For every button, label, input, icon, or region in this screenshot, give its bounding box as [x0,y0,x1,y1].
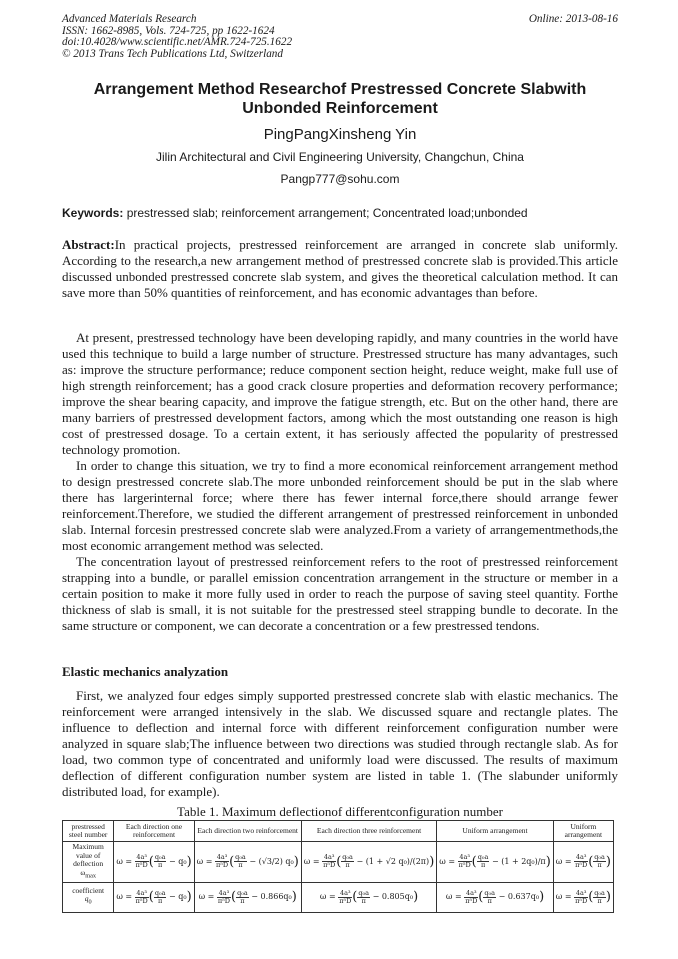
issn-line: ISSN: 1662-8985, Vols. 724-725, pp 1622-1624 [62,24,275,37]
formula: ω = $\frac{\text{4a³}}{\text{π⁵D}}$ ( $\frac{\text{q₀a}}{\pi}$ ) [555,888,611,905]
formula-tail: − 0.866q₀ [251,892,292,901]
table-header-cell: Each direction two reinforcement [194,821,301,842]
formula-tail: − q₀ [169,856,187,866]
formula-tail: − (1 + 2q₀)/π [491,856,546,866]
formula-cell [553,842,613,883]
formula-tail: − (√3/2) q₀ [249,856,294,866]
formula-cell [114,842,194,883]
paragraph: First, we analyzed four edges simply supported prestressed concrete slab with elastic mechanics. The reinforcement were arranged intensively in the slab. We discussed square and rectangle plates. The influence to deflection and internal force with different reinforcement configuration number were analyzed in square slab;The influence between two directions was studied through rectangle slab. As for load, two common type of concentrated and uniformly load were discussed. The results of maximum deflection of different configuration number system are listed in table 1. (The slabunder uniformly distributed load, for example). [62,688,618,799]
formula-cell [301,882,436,912]
row-label-cell [63,882,114,912]
affiliation: Jilin Architectural and Civil Engineering University, Changchun, China [156,150,524,164]
table-row [63,882,614,912]
table-header-cell: prestressed steel number [63,821,114,842]
row-label-subscript: max [85,872,97,879]
journal-name: Advanced Materials Research [62,13,197,25]
table-header-cell: Uniform arrangement [437,821,554,842]
formula-cell [114,882,194,912]
paragraph: At present, prestressed technology have been developing rapidly, and many countries in the world have used this technique to build a large number of structure. Prestressed structure has many advantages, such as: improve the structure performance; reduce component section height, reduce weight, make full use of high strength reinforcement; has a good crack closure properties and deformation recovery performance; improve the shear bearing capacity, and improve the fatigue strength, etc. But on the other hand, there are many barriers of prestressed development factors, among which the most outstanding one reason is high cost of prestressed dosage. To a certain extent, it has seriously affected the popularity of prestressed technology promotion. [62,330,618,457]
formula-cell [437,842,554,883]
abstract-label: Abstract: [62,237,115,252]
section-body [62,688,618,800]
table-header-row [63,821,614,842]
journal-header [62,14,618,60]
formula: ω = $\frac{\text{4a³}}{\text{π⁵D}}$ ( $\frac{\text{q₀a}}{\pi}$ − (√3/2) q₀) [196,853,299,870]
formula-tail: − (1 + √2 q₀)/(2π) [356,856,430,866]
intro-paragraphs [62,330,618,634]
formula-cell [437,882,554,912]
paragraph: In order to change this situation, we try to find a more economical reinforcement arrangement method to design prestressed concrete slab.The more unbonded reinforcement should be put in the slab where there has largerinternal force; where there has fewer internal force,there should arrange fewer reinforcement.Therefore, we studied the different arrangement of prestressed reinforcement in unbonded slab. Internal forcesin prestressed concrete slab were analyzed.From a variety of arrangementmethods,the most economic arrangement method was selected. [62,458,618,553]
formula-cell [553,882,613,912]
paper-title [62,80,618,118]
doi-line: doi:10.4028/www.scientific.net/AMR.724-725.1622 [62,36,293,49]
formula-tail: − 0.637q₀ [498,892,540,901]
formula: ω = $\frac{\text{4a³}}{\text{π⁵D}}$ ( $\frac{\text{q₀a}}{\pi}$ − 0.866q₀) [198,888,297,905]
row-label-symbol: q [84,894,89,904]
formula: ω = $\frac{\text{4a³}}{\text{π⁵D}}$ ( $\frac{\text{q₀a}}{\pi}$ − (1 + √2 q₀)/(2π)) [303,853,435,870]
row-label-subscript: 0 [88,898,92,906]
formula-cell [194,842,301,883]
formula-tail: − 0.805q₀ [372,892,414,901]
author-email: Pangp777@sohu.com [280,172,400,186]
online-date: Online: 2013-08-16 [528,13,618,25]
row-label-cell [63,842,114,883]
copyright-line: © 2013 Trans Tech Publications Ltd, Switzerland [62,47,283,60]
abstract [62,237,618,301]
formula: ω = $\frac{\text{4a³}}{\text{π⁵D}}$ ( $\frac{\text{q₀a}}{\pi}$ − 0.805q₀) [319,888,419,905]
table-header-cell: Each direction three reinforcement [301,821,436,842]
keywords-text: prestressed slab; reinforcement arrangement; Concentrated load;unbonded [123,206,528,220]
formula-tail: − q₀ [169,892,187,901]
formula: ω = $\frac{\text{4a³}}{\text{π⁵D}}$ ( $\frac{\text{q₀a}}{\pi}$ − q₀) [116,888,192,905]
authors: PingPangXinsheng Yin [263,126,417,143]
section-heading: Elastic mechanics analyzation [62,664,229,679]
formula-cell [301,842,436,883]
formula: ω = $\frac{\text{4a³}}{\text{π⁵D}}$ ( $\frac{\text{q₀a}}{\pi}$ − q₀) [116,853,192,870]
abstract-text: In practical projects, prestressed reinforcement are arranged in concrete slab uniformly. According to the research,a new arrangement method of prestressed concrete slab is provided.This article discussed unbonded prestressed concrete slab system, and gives the theoretical calculation method. It can save more than 50% quantities of reinforcement, and has economic advantages than before. [62,237,618,300]
formula: ω = $\frac{\text{4a³}}{\text{π⁵D}}$ ( $\frac{\text{q₀a}}{\pi}$ − (1 + 2q₀)/π) [439,853,551,870]
row-label: coefficient [72,885,105,895]
formula: ω = $\frac{\text{4a³}}{\text{π⁵D}}$ ( $\frac{\text{q₀a}}{\pi}$ − 0.637q₀) [445,888,545,905]
title-line-1: Arrangement Method Researchof Prestressed Concrete Slabwith [93,81,587,98]
title-line-2: Unbonded Reinforcement [242,100,438,117]
formula-cell [194,882,301,912]
table-row [63,842,614,883]
keywords-label: Keywords: [62,206,124,220]
row-label: Maximum value of deflection ω [72,842,104,877]
paragraph: The concentration layout of prestressed reinforcement refers to the root of prestressed reinforcement strapping into a bundle, or parallel emission concentration arrangement in the structure or member in a certain position to make it more fully used in order to reach the purpose of saving steel quantity. Forthe thickness of slab is small, it is not suitable for the prestressed steel strapping bundle to decorate. In the same structure or component, we can decorate a concentration or a few prestressed tendons. [62,554,618,633]
table-caption: Table 1. Maximum deflectionof differentconfiguration number [177,804,503,819]
table-header-cell: Uniform arrangement [553,821,613,842]
keywords [62,206,618,220]
table-header-cell: Each direction one reinforcement [114,821,194,842]
formula: ω = $\frac{\text{4a³}}{\text{π⁵D}}$ ( $\frac{\text{q₀a}}{\pi}$ ) [555,853,611,870]
deflection-table [62,820,614,913]
